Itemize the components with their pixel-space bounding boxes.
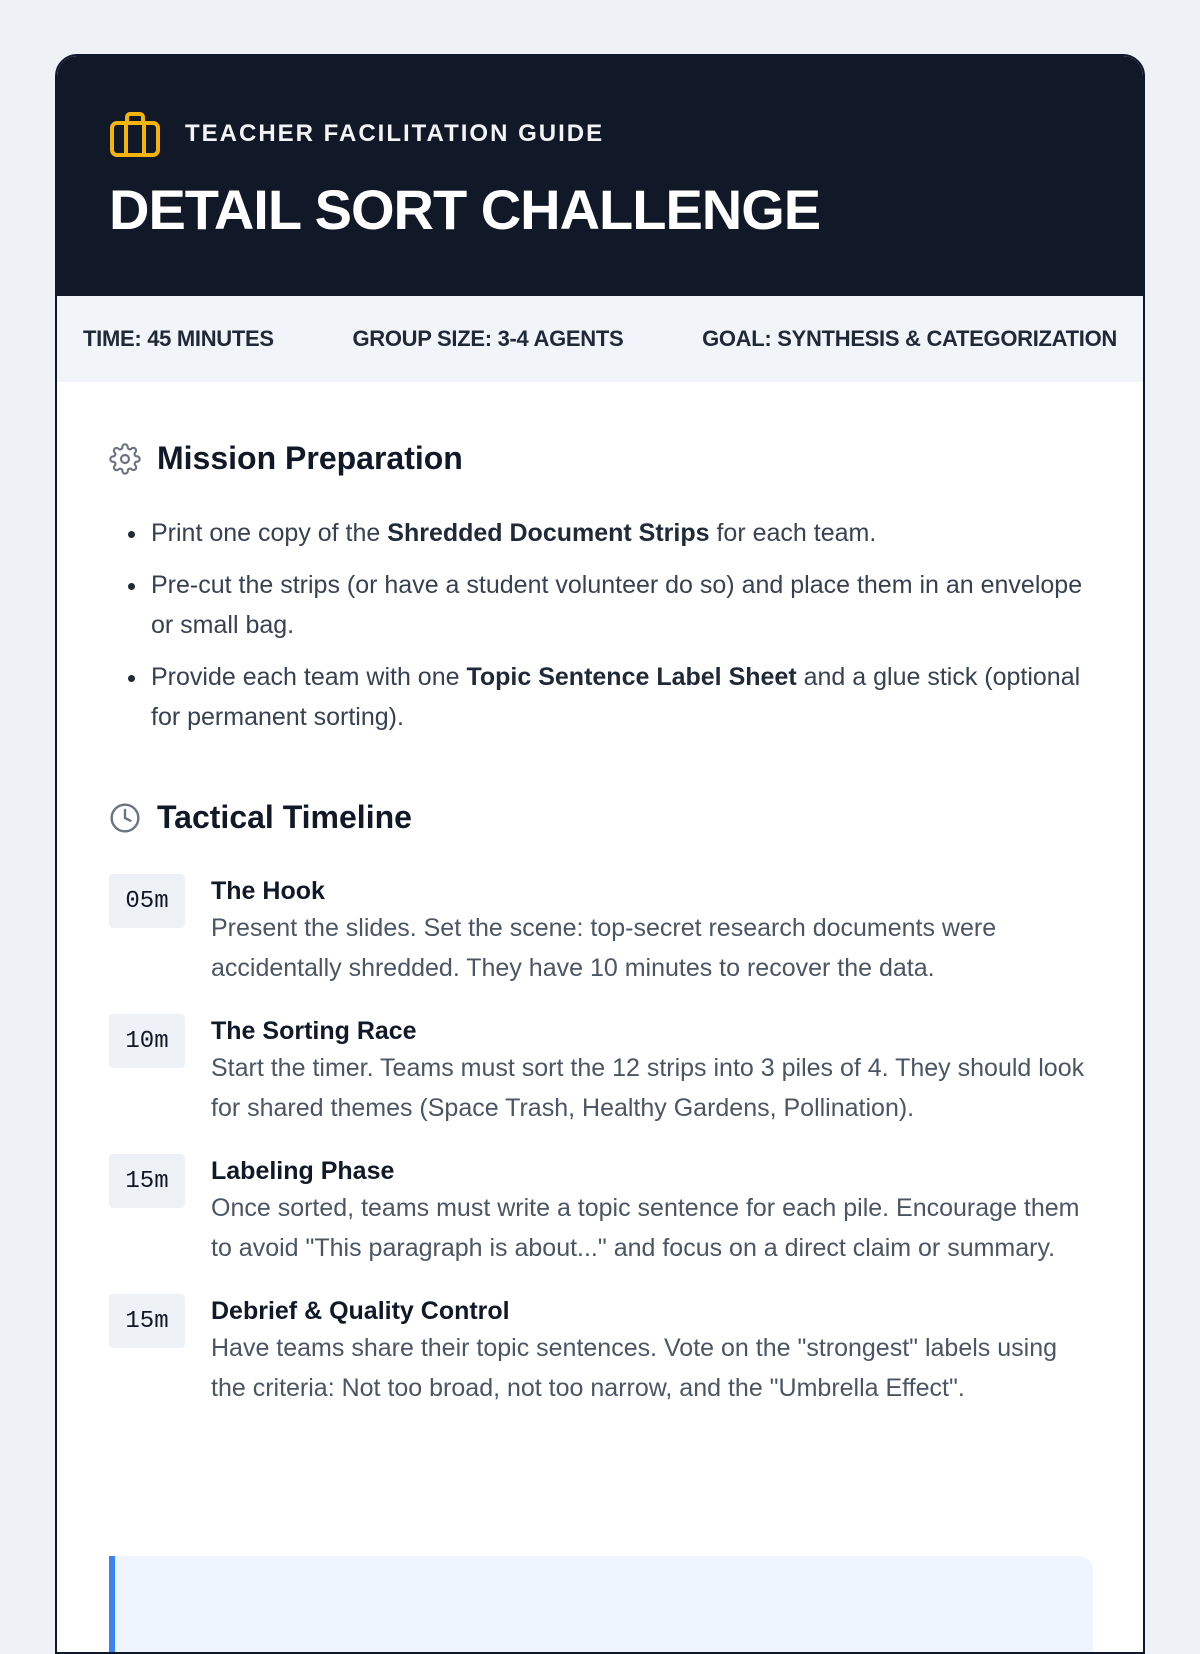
- meta-goal: GOAL: SYNTHESIS & CATEGORIZATION: [702, 326, 1117, 351]
- list-item: [149, 565, 1091, 645]
- eyebrow-text: TEACHER FACILITATION GUIDE: [185, 120, 605, 147]
- timeline-step: [109, 1154, 1091, 1268]
- eyebrow: [109, 110, 1091, 158]
- preparation-heading: [109, 440, 1091, 477]
- step-description: Have teams share their topic sentences. Vote on the "strongest" labels using the criteria: Not too broad, not too narrow, and the "Umbrella Effect".: [211, 1334, 1058, 1402]
- briefcase-icon: [109, 110, 161, 158]
- step-description: Present the slides. Set the scene: top-secret research documents were accidentally shredded. They have 10 minutes to recover the data.: [211, 914, 997, 982]
- item-text: Provide each team with one: [151, 663, 467, 691]
- clock-icon: [109, 802, 141, 834]
- item-text: for each team.: [709, 519, 877, 547]
- list-item: [149, 657, 1091, 737]
- item-text: Print one copy of the: [151, 519, 388, 547]
- item-text: and a glue stick (optional for permanent sorting).: [151, 663, 1081, 731]
- timeline-step: [109, 1014, 1091, 1128]
- timeline-step: [109, 874, 1091, 988]
- gear-icon: [109, 443, 141, 475]
- tip-callout: [109, 1556, 1093, 1654]
- step-title: Debrief & Quality Control: [211, 1297, 510, 1325]
- step-title: The Hook: [211, 877, 325, 905]
- meta-time: TIME: 45 MINUTES: [83, 326, 274, 351]
- item-bold: Shredded Document Strips: [387, 519, 710, 547]
- timeline-steps: [109, 874, 1091, 1408]
- step-title: The Sorting Race: [211, 1017, 417, 1045]
- header: [57, 56, 1143, 296]
- content: [57, 440, 1143, 1408]
- preparation-list: [109, 513, 1091, 737]
- preparation-title: Mission Preparation: [157, 440, 463, 476]
- meta-bar: [57, 296, 1143, 382]
- list-item: [149, 513, 1091, 553]
- step-description: Start the timer. Teams must sort the 12 strips into 3 piles of 4. They should look for shared themes (Space Trash, Healthy Gardens, Pollination).: [211, 1054, 1085, 1122]
- guide-card: [55, 54, 1145, 1654]
- step-description: Once sorted, teams must write a topic sentence for each pile. Encourage them to avoid "This paragraph is about..." and focus on a direct claim or summary.: [211, 1194, 1080, 1262]
- step-title: Labeling Phase: [211, 1157, 395, 1185]
- meta-group-size: GROUP SIZE: 3-4 AGENTS: [352, 326, 624, 351]
- page-title: DETAIL SORT CHALLENGE: [109, 178, 821, 241]
- duration-badge: 10m: [109, 1014, 185, 1068]
- duration-badge: 15m: [109, 1154, 185, 1208]
- item-bold: Topic Sentence Label Sheet: [466, 663, 797, 691]
- duration-badge: 15m: [109, 1294, 185, 1348]
- item-text: Pre-cut the strips (or have a student volunteer do so) and place them in an envelope or small bag.: [151, 571, 1083, 639]
- timeline-step: [109, 1294, 1091, 1408]
- timeline-title: Tactical Timeline: [157, 799, 412, 835]
- timeline-heading: [109, 799, 1091, 836]
- duration-badge: 05m: [109, 874, 185, 928]
